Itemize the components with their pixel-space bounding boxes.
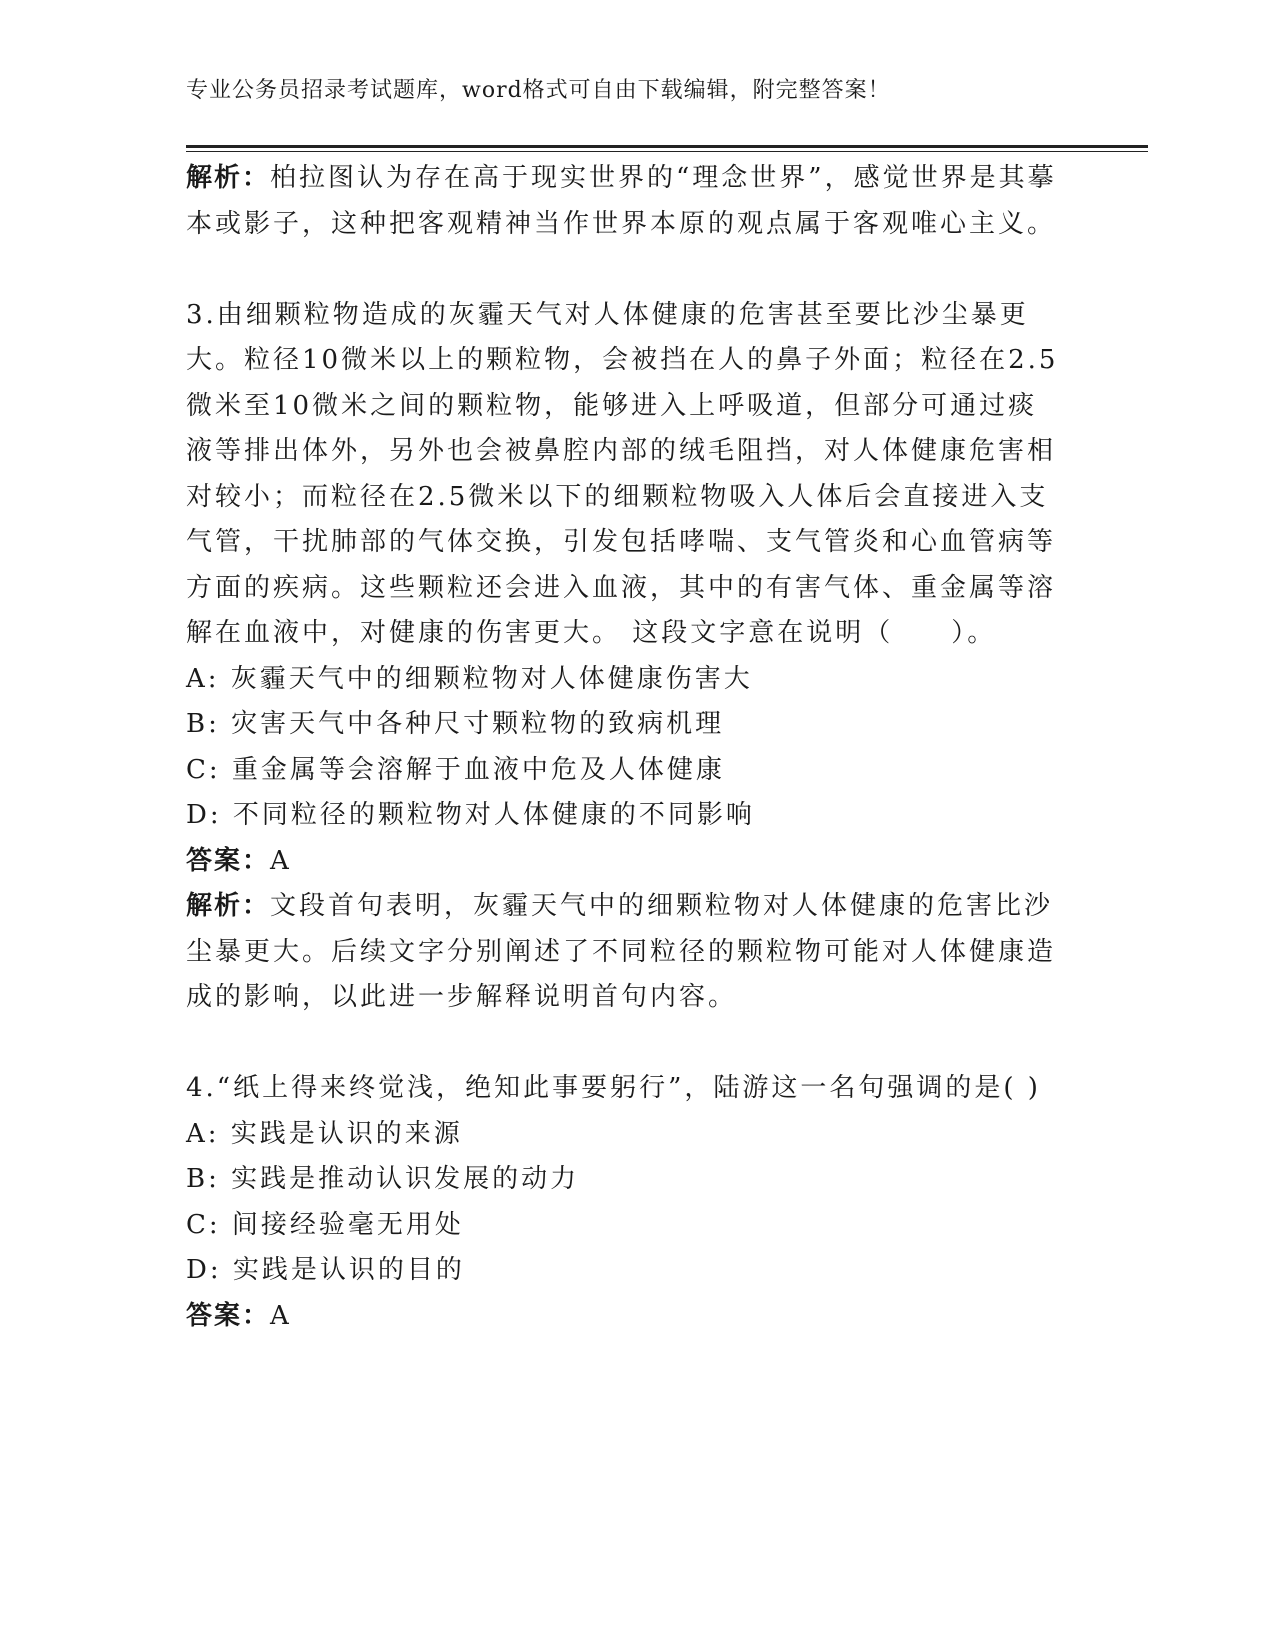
- question-3-answer: [186, 839, 1066, 885]
- spacer: [186, 247, 1066, 293]
- question-3-stem: 3.由细颗粒物造成的灰霾天气对人体健康的危害甚至要比沙尘暴更大。粒径10微米以上的颗粒物，会被挡在人的鼻子外面；粒径在2.5微米至10微米之间的颗粒物，能够进入上呼吸道，但部分可通过痰液等排出体外，另外也会被鼻腔内部的绒毛阻挡，对人体健康危害相对较小；而粒径在2.5微米以下的细颗粒物吸入人体后会直接进入支气管，干扰肺部的气体交换，引发包括哮喘、支气管炎和心血管病等方面的疾病。这些颗粒还会进入血液，其中的有害气体、重金属等溶解在血液中，对健康的伤害更大。 这段文字意在说明（ ）。: [186, 299, 1059, 648]
- analysis-label: 解析：: [186, 163, 271, 193]
- answer-label: 答案：: [186, 1300, 271, 1331]
- answer-label: 答案：: [186, 845, 271, 876]
- question-3-option-b: B: 灾害天气中各种尺寸颗粒物的致病机理: [186, 709, 725, 739]
- question-4-stem: 4.“纸上得来终觉浅，绝知此事要躬行”，陆游这一名句强调的是( ): [186, 1073, 1041, 1103]
- spacer: [186, 1021, 1066, 1067]
- question-4-option-c: C: 间接经验毫无用处: [186, 1209, 464, 1240]
- document-body: [186, 156, 1066, 1339]
- question-4-option-a: A: 实践是认识的来源: [186, 1118, 463, 1149]
- question-3-option-c: C: 重金属等会溶解于血液中危及人体健康: [186, 754, 725, 785]
- question-3-option-a: A: 灰霾天气中的细颗粒物对人体健康伤害大: [186, 663, 753, 694]
- page-header: 专业公务员招录考试题库，word格式可自由下载编辑，附完整答案！: [186, 78, 891, 103]
- prev-analysis: [186, 156, 1066, 247]
- question-3-analysis: [186, 884, 1066, 1021]
- analysis-text: 文段首句表明，灰霾天气中的细颗粒物对人体健康的危害比沙尘暴更大。后续文字分别阐述了不同粒径的颗粒物可能对人体健康造成的影响，以此进一步解释说明首句内容。: [186, 891, 1057, 1012]
- question-4-option-d: D: 实践是认识的目的: [186, 1255, 465, 1285]
- header-rule-thick: [186, 145, 1148, 148]
- analysis-text: 柏拉图认为存在高于现实世界的“理念世界”，感觉世界是其摹本或影子，这种把客观精神当作世界本原的观点属于客观唯心主义。: [186, 163, 1057, 239]
- header-rule-thin: [186, 151, 1148, 152]
- question-4-answer: [186, 1294, 1066, 1340]
- question-3-option-d: D: 不同粒径的颗粒物对人体健康的不同影响: [186, 800, 755, 830]
- question-4-option-b: B: 实践是推动认识发展的动力: [186, 1164, 580, 1194]
- answer-value: A: [270, 845, 292, 876]
- answer-value: A: [270, 1300, 292, 1331]
- analysis-label: 解析：: [186, 891, 271, 921]
